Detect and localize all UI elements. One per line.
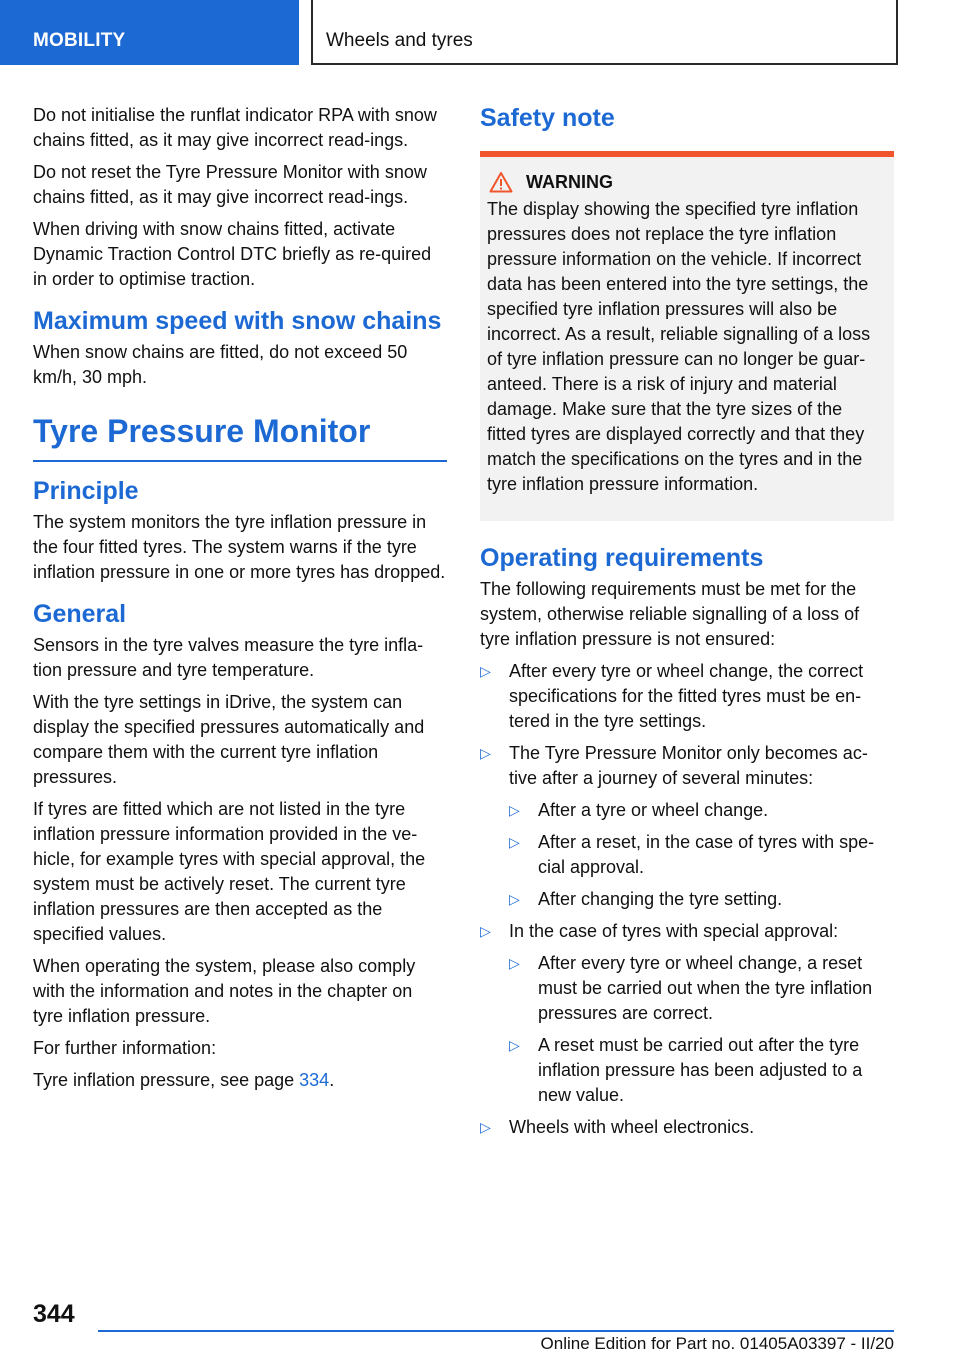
list-item-text: In the case of tyres with special approval: [509, 921, 839, 941]
list-item [480, 741, 894, 912]
warning-label: WARNING [526, 171, 613, 192]
requirements-list [480, 659, 894, 1140]
warning-title [487, 171, 886, 193]
sub-list-item-text: After a reset, in the case of tyres with spe-cial approval. [538, 832, 875, 877]
sub-list-item [509, 798, 894, 823]
bullet-triangle-icon: ▷ [480, 745, 491, 761]
page-reference [33, 1068, 447, 1093]
paragraph: Sensors in the tyre valves measure the tyre infla-tion pressure and tyre temperature. [33, 635, 424, 680]
sub-list-item-text: After changing the tyre setting. [538, 889, 783, 909]
warning-triangle-icon [489, 171, 513, 193]
sub-list-item [509, 951, 894, 1026]
list-item [480, 919, 894, 1108]
sub-list-item-text: A reset must be carried out after the tyre inflation pressure has been adjusted to a new value. [538, 1035, 863, 1105]
bullet-triangle-icon: ▷ [509, 1037, 520, 1053]
paragraph: For further information: [33, 1038, 217, 1058]
section-tab [0, 0, 299, 65]
page-number: 344 [33, 1300, 75, 1328]
warning-box [480, 151, 894, 521]
paragraph: When operating the system, please also comply with the information and notes in the chapter on tyre inflation pressure. [33, 956, 416, 1026]
paragraph: The system monitors the tyre inflation pressure in the four fitted tyres. The system warns if the tyre inflation pressure in one or more tyres has dropped. [33, 512, 446, 582]
sub-list-item-text: After a tyre or wheel change. [538, 800, 769, 820]
bullet-triangle-icon: ▷ [509, 834, 520, 850]
heading-principle: Principle [33, 477, 139, 505]
bullet-triangle-icon: ▷ [480, 663, 491, 679]
section-label: MOBILITY [33, 30, 126, 51]
footer-edition: Online Edition for Part no. 01405A03397 - II/20 [540, 1334, 894, 1353]
heading-general: General [33, 600, 127, 628]
paragraph: Do not initialise the runflat indicator RPA with snow chains fitted, as it may give incorrect read-ings. [33, 105, 437, 150]
heading-safety-note: Safety note [480, 104, 615, 132]
list-item-text: The Tyre Pressure Monitor only becomes ac-tive after a journey of several minutes: [509, 743, 868, 788]
sub-list-item [509, 887, 894, 912]
paragraph: When snow chains are fitted, do not exceed 50 km/h, 30 mph. [33, 342, 408, 387]
list-item [480, 659, 894, 734]
paragraph: If tyres are fitted which are not listed in the tyre inflation pressure information provided in the ve-hicle, for example tyres with special approval, the system must be actively reset. The current tyre inflation pressures are then accepted as the specified values. [33, 799, 426, 944]
list-item [480, 1115, 894, 1140]
sub-list-item [509, 1033, 894, 1108]
heading-max-speed: Maximum speed with snow chains [33, 307, 442, 335]
list-item-text: After every tyre or wheel change, the correct specifications for the fitted tyres must be en-tered in the tyre settings. [509, 661, 864, 731]
paragraph: The following requirements must be met for the system, otherwise reliable signalling of a loss of tyre inflation pressure is not ensured: [480, 579, 860, 649]
heading-tyre-pressure-monitor: Tyre Pressure Monitor [33, 410, 447, 462]
page-link[interactable]: 334 [299, 1070, 330, 1090]
sub-list-item-text: After every tyre or wheel change, a reset must be carried out when the tyre inflation pressures are correct. [538, 953, 873, 1023]
paragraph: Do not reset the Tyre Pressure Monitor with snow chains fitted, as it may give incorrect read-ings. [33, 162, 427, 207]
reference-suffix: . [329, 1070, 335, 1090]
left-column [33, 103, 447, 1100]
sub-list [509, 951, 894, 1108]
heading-operating-requirements: Operating requirements [480, 544, 764, 572]
bullet-triangle-icon: ▷ [480, 1119, 491, 1135]
bullet-triangle-icon: ▷ [509, 891, 520, 907]
chapter-tab [311, 0, 898, 65]
sub-list-item [509, 830, 894, 880]
footer-divider [98, 1330, 894, 1332]
paragraph: When driving with snow chains fitted, activate Dynamic Traction Control DTC briefly as re-quired in order to optimise traction. [33, 219, 432, 289]
reference-text: Tyre inflation pressure, see page [33, 1070, 300, 1090]
paragraph: With the tyre settings in iDrive, the system can display the specified pressures automatically and compare them with the current tyre inflation pressures. [33, 692, 425, 787]
chapter-label: Wheels and tyres [326, 30, 473, 51]
bullet-triangle-icon: ▷ [480, 923, 491, 939]
bullet-triangle-icon: ▷ [509, 955, 520, 971]
list-item-text: Wheels with wheel electronics. [509, 1117, 755, 1137]
right-column [480, 103, 894, 1147]
sub-list [509, 798, 894, 912]
warning-text: The display showing the specified tyre inflation pressures does not replace the tyre inflation pressure information on the vehicle. If incorrect data has been entered into the tyre settings, the specified tyre inflation pressures will also be incorrect. As a result, reliable signalling of a loss of tyre inflation pressure can no longer be guar-anteed. There is a risk of injury and material damage. Make sure that the tyre sizes of the fitted tyres are displayed correctly and that they match the specifications on the tyres and in the tyre inflation pressure information. [487, 199, 871, 494]
bullet-triangle-icon: ▷ [509, 802, 520, 818]
